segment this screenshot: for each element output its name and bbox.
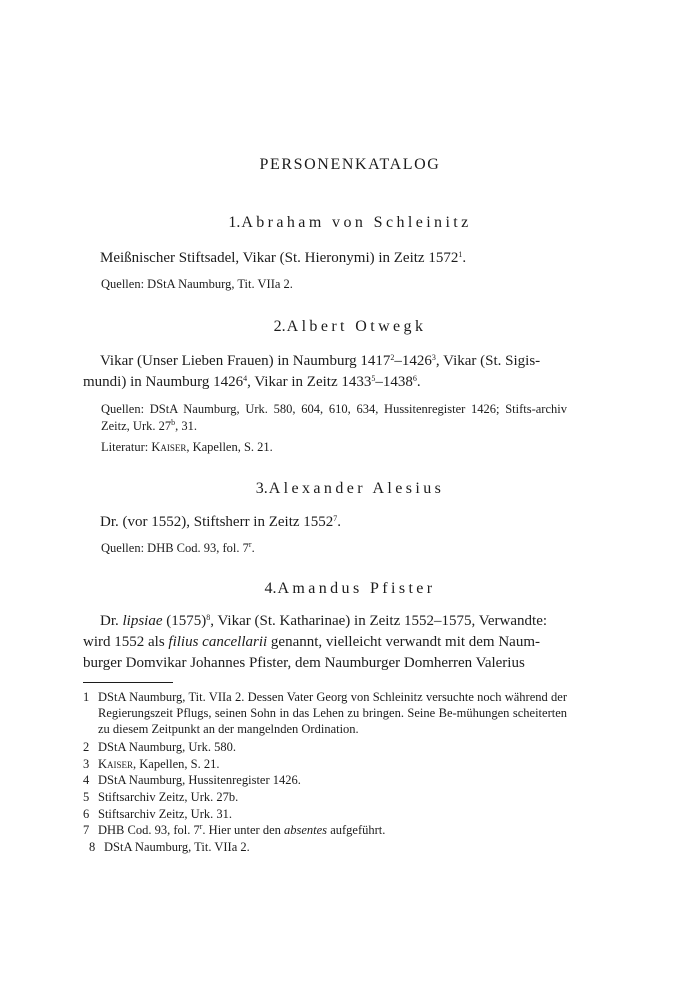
entry-number: 4. bbox=[264, 580, 277, 597]
sources-text: Quellen: DHB Cod. 93, fol. 7 bbox=[101, 541, 249, 555]
superscript: r bbox=[199, 822, 203, 831]
footnote-number: 2 bbox=[83, 740, 90, 754]
footnote-number: 6 bbox=[83, 807, 90, 821]
footnote-ref: 4 bbox=[243, 374, 248, 383]
entry-name: Alexander Alesius bbox=[268, 480, 445, 497]
footnote-number: 7 bbox=[83, 823, 90, 837]
footnote bbox=[83, 822, 567, 838]
footnote-text: Stiftsarchiv Zeitz, Urk. 27b. bbox=[98, 790, 239, 804]
footnote-text-part: aufgeführt. bbox=[327, 823, 386, 837]
entry-heading-2 bbox=[0, 318, 700, 336]
footnote bbox=[83, 756, 567, 772]
footnote bbox=[83, 739, 567, 755]
entry-text-part: mundi) in Naumburg 1426 bbox=[83, 374, 244, 390]
entry-text-part: Meißnischer Stiftsadel, Vikar (St. Hieronymi) in Zeitz 1572 bbox=[100, 250, 459, 266]
literature-text: , Kapellen, S. 21. bbox=[186, 440, 273, 454]
footnote bbox=[83, 789, 567, 805]
entry-text-part: . bbox=[462, 250, 467, 266]
entry-name: Amandus Pfister bbox=[277, 580, 436, 597]
entry-text-italic: lipsiae bbox=[122, 613, 163, 629]
literature-author: Kaiser bbox=[151, 440, 187, 454]
entry-number: 3. bbox=[255, 480, 268, 497]
footnote-text: DStA Naumburg, Tit. VIIa 2. Dessen Vater Georg von Schleinitz versuchte noch während der Regierungszeit Pflugs, seinen Sohn in das Lehen zu bringen. Seine Be-mühungen scheiterten zu diesem Zeitpunkt an der mangelnden Ordination. bbox=[98, 690, 567, 736]
entry-text-part: –1438 bbox=[375, 374, 413, 390]
footnote-text-italic: absentes bbox=[284, 823, 328, 837]
entry-name: Albert Otwegk bbox=[286, 318, 427, 335]
entry-name: Abraham von Schleinitz bbox=[241, 214, 472, 231]
entry-text-line bbox=[83, 632, 567, 652]
entry-heading-3 bbox=[0, 480, 700, 498]
entry-text-part: Dr. (vor 1552), Stiftsherr in Zeitz 1552 bbox=[100, 514, 334, 530]
entry-heading-4 bbox=[0, 580, 700, 598]
footnote-ref: 1 bbox=[458, 250, 463, 259]
entry-text-line: burger Domvikar Johannes Pfister, dem Naumburger Domherren Valerius bbox=[83, 655, 525, 671]
page-title: PERSONENKATALOG bbox=[259, 156, 441, 173]
entry-sources: Quellen: DStA Naumburg, Tit. VIIa 2. bbox=[101, 277, 293, 291]
footnote-text bbox=[98, 822, 567, 838]
footnote-author: Kaiser bbox=[98, 757, 134, 771]
entry-literature bbox=[101, 439, 567, 456]
footnote bbox=[83, 806, 567, 822]
entry-text bbox=[100, 512, 584, 532]
entry-text-part: genannt, vielleicht verwandt mit dem Naum- bbox=[267, 634, 541, 650]
footnote-text-part: , Kapellen, S. 21. bbox=[133, 757, 220, 771]
footnote-text: DStA Naumburg, Urk. 580. bbox=[98, 740, 236, 754]
footnote-text: DStA Naumburg, Tit. VIIa 2. bbox=[104, 840, 250, 854]
entry-text-part: wird 1552 als bbox=[83, 634, 169, 650]
footnote bbox=[89, 839, 573, 855]
footnote-ref: 3 bbox=[431, 353, 436, 362]
entry-number: 2. bbox=[273, 318, 286, 335]
entry-heading-1 bbox=[0, 214, 700, 232]
literature-label: Literatur: bbox=[101, 440, 152, 454]
footnote bbox=[83, 772, 567, 788]
footnote bbox=[83, 689, 567, 737]
entry-text-part: Dr. bbox=[100, 613, 123, 629]
entry-text-line bbox=[100, 611, 584, 631]
entry-text-italic: filius cancellarii bbox=[168, 634, 268, 650]
footnote-number: 4 bbox=[83, 773, 90, 787]
footnote-ref: 2 bbox=[390, 353, 395, 362]
entry-text bbox=[100, 248, 584, 268]
entry-text-line bbox=[100, 351, 584, 371]
sources-text: , 31. bbox=[175, 419, 197, 433]
footnote-number: 5 bbox=[83, 790, 90, 804]
entry-text-part: Vikar (Unser Lieben Frauen) in Naumburg 1417 bbox=[100, 353, 391, 369]
footnote-number: 8 bbox=[89, 840, 96, 854]
sources-text: Quellen: DStA Naumburg, Urk. 580, 604, 610, 634, Hussitenregister 1426; Stifts-archiv Zeitz, Urk. 27 bbox=[101, 402, 567, 433]
footnote-ref: 5 bbox=[371, 374, 376, 383]
entry-text-part: , Vikar (St. Katharinae) in Zeitz 1552–1575, Verwandte: bbox=[210, 613, 548, 629]
footnote-ref: 7 bbox=[333, 514, 338, 523]
footnote-text: DStA Naumburg, Hussitenregister 1426. bbox=[98, 773, 301, 787]
entry-text-part: –1426 bbox=[394, 353, 432, 369]
footnote-text bbox=[98, 756, 567, 772]
superscript: r bbox=[248, 540, 252, 549]
footnote-number: 1 bbox=[83, 690, 90, 704]
entry-text-part: . bbox=[337, 514, 342, 530]
entry-sources bbox=[101, 401, 567, 435]
entry-text-part: . bbox=[416, 374, 421, 390]
footnote-divider bbox=[83, 682, 173, 683]
superscript: b bbox=[171, 418, 176, 427]
entry-text-part: , Vikar in Zeitz 1433 bbox=[247, 374, 372, 390]
footnote-text-part: . Hier unter den bbox=[202, 823, 284, 837]
entry-text-part: (1575) bbox=[162, 613, 207, 629]
sources-text: . bbox=[251, 541, 255, 555]
footnote-ref: 6 bbox=[412, 374, 417, 383]
entry-number: 1. bbox=[228, 214, 241, 231]
footnote-text: Stiftsarchiv Zeitz, Urk. 31. bbox=[98, 807, 232, 821]
footnote-number: 3 bbox=[83, 757, 90, 771]
footnote-text-part: DHB Cod. 93, fol. 7 bbox=[98, 823, 200, 837]
entry-text-line bbox=[83, 372, 567, 392]
footnote-ref: 8 bbox=[206, 613, 211, 622]
entry-sources bbox=[101, 540, 567, 557]
entry-text-part: , Vikar (St. Sigis- bbox=[435, 353, 541, 369]
